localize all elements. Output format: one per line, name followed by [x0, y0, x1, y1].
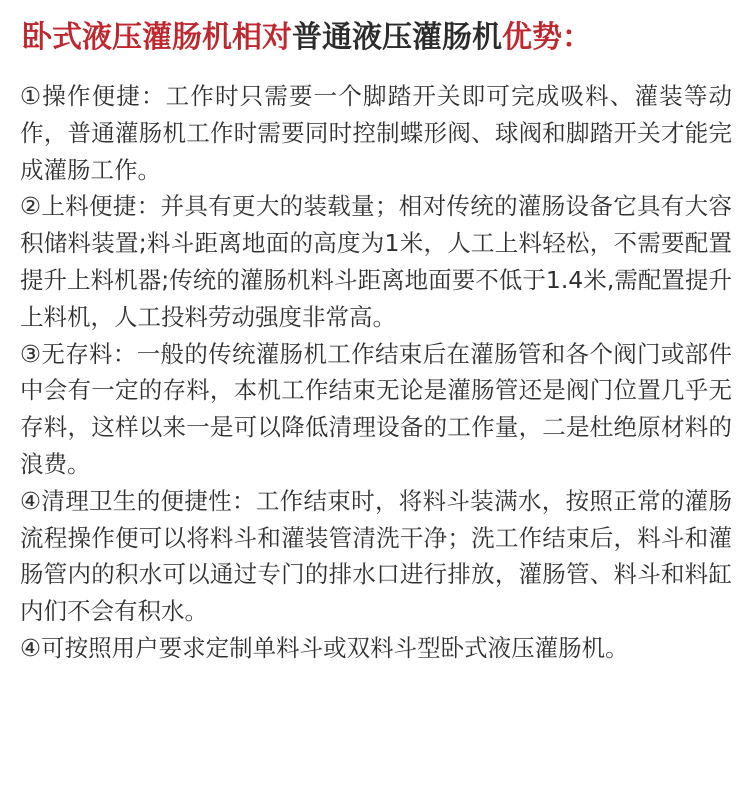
advantage-no-residue: ③无存料：一般的传统灌肠机工作结束后在灌肠管和各个阀门或部件中会有一定的存料，本机工作结束无论是灌肠管还是阀门位置几乎无存料，这样以来一是可以降低清理设备的工作量，二是杜绝原材料的浪费。: [20, 339, 732, 478]
title-part-red-2: 优势：: [502, 20, 592, 55]
advantages-list: [20, 78, 732, 667]
advantage-cleaning: ④清理卫生的便捷性：工作结束时，将料斗装满水，按照正常的灌肠流程操作便可以将料斗和灌装管清洗干净；洗工作结束后，料斗和灌肠管内的积水可以通过专门的排水口进行排放，灌肠管、料斗和料缸内们不会有积水。: [20, 486, 732, 626]
advantage-loading: ②上料便捷：并具有更大的装载量；相对传统的灌肠设备它具有大容积储料装置;料斗距离地面的高度为1米，人工上料轻松，不需要配置提升上料机器;传统的灌肠机料斗距离地面要不低于1.4米,需配置提升上料机，人工投料劳动强度非常高。: [20, 192, 732, 331]
title-part-dark: 普通液压灌肠机: [292, 20, 502, 55]
advantage-operation: ①操作便捷：工作时只需要一个脚踏开关即可完成吸料、灌装等动作，普通灌肠机工作时需要同时控制蝶形阀、球阀和脚踏开关才能完成灌肠工作。: [20, 82, 732, 184]
title-part-red-1: 卧式液压灌肠机相对: [22, 20, 292, 55]
advantage-customization: ④可按照用户要求定制单料斗或双料斗型卧式液压灌肠机。: [20, 633, 629, 662]
page-title: [22, 16, 592, 60]
